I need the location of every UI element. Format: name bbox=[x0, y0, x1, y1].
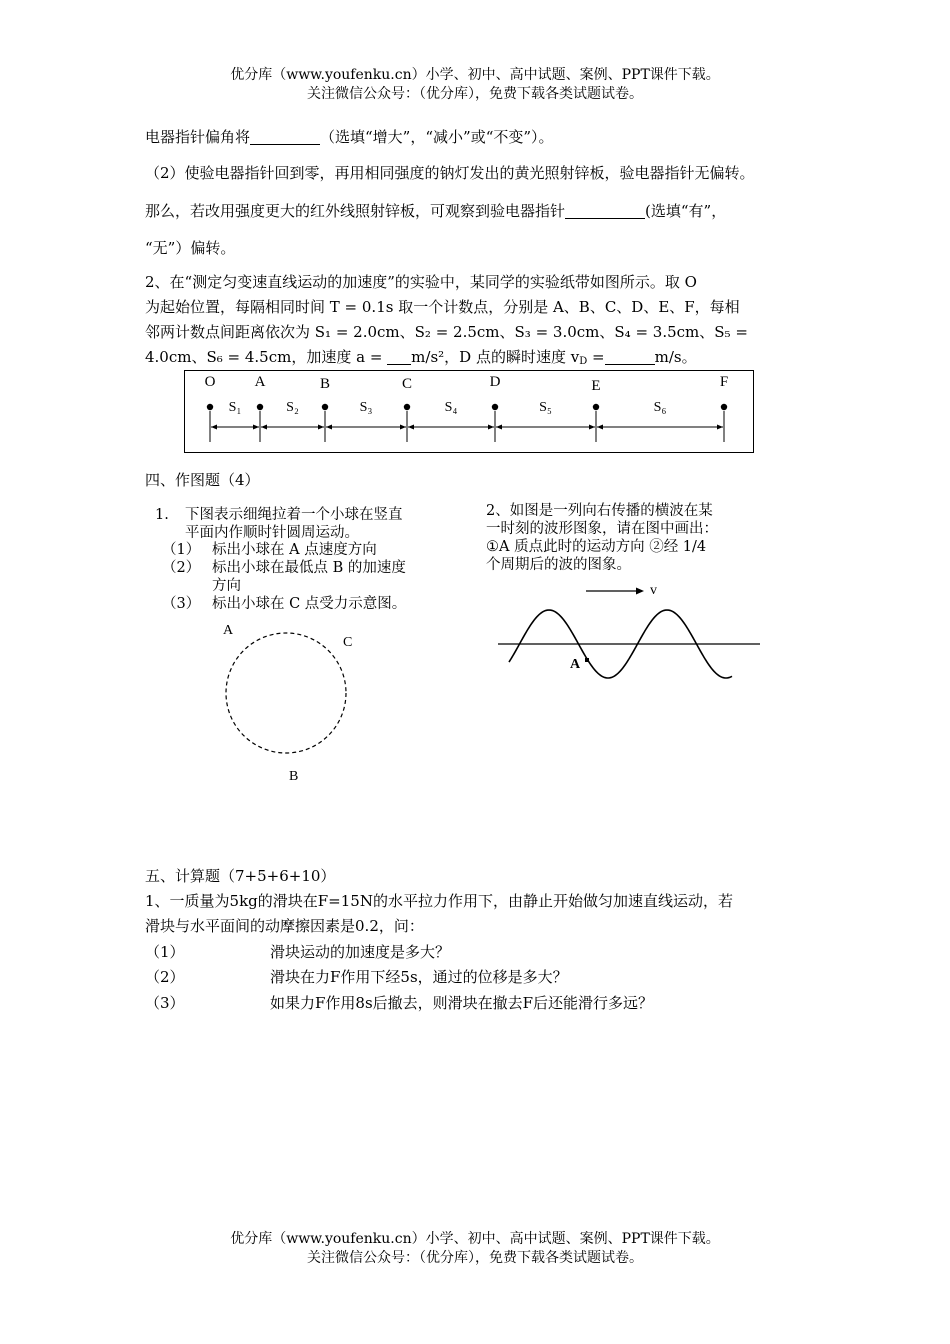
s4-q1-item-3 bbox=[162, 595, 406, 613]
tape-segment-label-2: S₂ bbox=[286, 400, 299, 415]
s5-item-1 bbox=[145, 942, 450, 962]
tape-dot-f bbox=[721, 404, 727, 410]
tape-arrow-right-4 bbox=[488, 425, 494, 430]
q2-accel-unit: m/s² bbox=[411, 348, 445, 366]
circle-label-a: A bbox=[223, 623, 234, 638]
tape-segment-label-5: S₅ bbox=[539, 400, 552, 415]
s4-q1-item-1 bbox=[162, 541, 406, 559]
q1-line-1 bbox=[145, 127, 554, 147]
s5-item-2-num: （2） bbox=[145, 968, 185, 986]
tape-arrow-left-2 bbox=[261, 425, 267, 430]
q2-line-1: 2、在“测定匀变速直线运动的加速度”的实验中，某同学的实验纸带如图所示。取 O bbox=[145, 273, 697, 291]
s4-q1-item-3-text: 标出小球在 C 点受力示意图。 bbox=[212, 596, 407, 612]
s4-q1-item-1-text: 标出小球在 A 点速度方向 bbox=[212, 542, 377, 558]
tape-arrow-left-6 bbox=[597, 425, 603, 430]
s4-q1-item-2-num: （2） bbox=[162, 560, 201, 576]
tape-segment-label-4: S₄ bbox=[444, 400, 458, 415]
s5-q1-line-2: 滑块与水平面间的动摩擦因素是0.2，问： bbox=[145, 917, 424, 935]
s4-q2-line-4: 个周期后的波的图象。 bbox=[486, 557, 631, 573]
tape-point-label-d: D bbox=[489, 374, 501, 390]
wave-point-label: A bbox=[570, 657, 581, 672]
tape-dot-a bbox=[257, 404, 263, 410]
s4-q1-items bbox=[162, 541, 406, 613]
q2-accel-text: 4.0cm、S₆ = 4.5cm，加速度 a = bbox=[145, 348, 388, 366]
circle-label-c: C bbox=[343, 635, 353, 650]
q2-line-4 bbox=[145, 347, 697, 372]
s5-item-2-text: 滑块在力F作用下经5s，通过的位移是多大？ bbox=[270, 968, 568, 986]
tape-segment-label-6: S₆ bbox=[653, 400, 667, 415]
tape-arrow-right-6 bbox=[717, 425, 723, 430]
q2-line-3: 邻两计数点间距离依次为 S₁ = 2.0cm、S₂ = 2.5cm、S₃ = 3.0cm、S₄ = 3.5cm、S₅ = bbox=[145, 323, 748, 341]
q1-line-1-text: 电器指针偏角将 bbox=[145, 128, 251, 146]
tape-dot-c bbox=[404, 404, 410, 410]
tape-diagram bbox=[184, 370, 755, 454]
header-line-1: 优分库（www.youfenku.cn）小学、初中、高中试题、案例、PPT课件下载。 bbox=[230, 67, 720, 83]
answer-blank-1[interactable] bbox=[250, 128, 320, 145]
s4-q1-block bbox=[155, 506, 403, 542]
answer-blank-velocity[interactable] bbox=[605, 348, 655, 365]
tape-point-label-b: B bbox=[319, 376, 331, 392]
q1-line-3 bbox=[145, 201, 726, 221]
circular-path bbox=[226, 633, 346, 753]
q1-line-4: “无”）偏转。 bbox=[145, 239, 236, 257]
tape-segment-label-3: S₃ bbox=[359, 400, 373, 415]
tape-arrow-right-5 bbox=[589, 425, 595, 430]
tape-dot-b bbox=[322, 404, 328, 410]
q2-line-2: 为起始位置，每隔相同时间 T = 0.1s 取一个计数点，分别是 A、B、C、D、E、F，每相 bbox=[145, 298, 740, 316]
circle-diagram bbox=[210, 618, 370, 788]
tape-arrow-left-1 bbox=[211, 425, 217, 430]
tape-point-label-f: F bbox=[719, 374, 729, 390]
s4-q1-item-2-cont-text: 方向 bbox=[212, 578, 241, 594]
q1-line-1-options: （选填“增大”，“减小”或“不变”）。 bbox=[320, 128, 554, 146]
q1-line-2: （2）使验电器指针回到零，再用相同强度的钠灯发出的黄光照射锌板，验电器指针无偏转。 bbox=[145, 164, 755, 182]
q2-velocity-text: ，D 点的瞬时速度 v bbox=[444, 348, 580, 366]
s4-q1-item-2-cont bbox=[162, 577, 406, 595]
tape-dot-e bbox=[593, 404, 599, 410]
s4-q1-number: 1. bbox=[155, 507, 169, 523]
q2-velocity-equals: = bbox=[587, 348, 605, 366]
section4-title: 四、作图题（4） bbox=[145, 471, 260, 489]
answer-blank-accel[interactable] bbox=[387, 348, 411, 365]
s4-q1-item-1-num: （1） bbox=[162, 542, 201, 558]
tape-point-label-o: O bbox=[204, 374, 216, 390]
s4-q1-line-2: 平面内作顺时针圆周运动。 bbox=[185, 525, 359, 541]
s4-q1-item-3-num: （3） bbox=[162, 596, 201, 612]
velocity-label: v bbox=[650, 583, 657, 598]
q2-velocity-subscript: D bbox=[579, 356, 588, 367]
q1-line-3-options: (选填“有”， bbox=[645, 202, 727, 220]
q1-line-3-text: 那么，若改用强度更大的红外线照射锌板，可观察到验电器指针 bbox=[145, 202, 566, 220]
q2-velocity-unit: m/s。 bbox=[654, 348, 697, 366]
s4-q2-block bbox=[486, 502, 718, 574]
s5-item-1-num: （1） bbox=[145, 943, 185, 961]
tape-dot-d bbox=[492, 404, 498, 410]
tape-arrow-right-1 bbox=[253, 425, 259, 430]
s5-item-3-num: （3） bbox=[145, 994, 185, 1012]
velocity-arrow-head bbox=[636, 588, 644, 595]
tape-arrow-left-5 bbox=[496, 425, 502, 430]
tape-point-label-c: C bbox=[401, 376, 413, 392]
circle-label-b: B bbox=[289, 769, 299, 784]
s5-q1-line-1: 1、一质量为5kg的滑块在F=15N的水平拉力作用下，由静止开始做匀加速直线运动，若 bbox=[145, 892, 733, 910]
s4-q1-line-1: 下图表示细绳拉着一个小球在竖直 bbox=[185, 507, 403, 523]
section5-title: 五、计算题（7+5+6+10） bbox=[145, 867, 336, 885]
wave-diagram bbox=[494, 575, 764, 685]
s4-q1-item-2 bbox=[162, 559, 406, 577]
s4-q1-item-2-text: 标出小球在最低点 B 的加速度 bbox=[212, 560, 406, 576]
header-line-2: 关注微信公众号：（优分库），免费下载各类试题试卷。 bbox=[307, 86, 643, 102]
s4-q2-line-2: 一时刻的波形图象，请在图中画出： bbox=[486, 521, 718, 537]
s5-item-3 bbox=[145, 993, 653, 1013]
tape-arrow-left-3 bbox=[326, 425, 332, 430]
tape-arrow-right-3 bbox=[400, 425, 406, 430]
s4-q2-line-3: ①A 质点此时的运动方向 ②经 1/4 bbox=[486, 539, 707, 555]
s5-item-3-text: 如果力F作用8s后撤去，则滑块在撤去F后还能滑行多远？ bbox=[270, 994, 654, 1012]
tape-dot-o bbox=[207, 404, 213, 410]
tape-segment-label-1: S₁ bbox=[228, 400, 242, 415]
tape-arrow-left-4 bbox=[408, 425, 414, 430]
tape-point-label-e: E bbox=[591, 378, 601, 394]
s4-q2-line-1: 2、如图是一列向右传播的横波在某 bbox=[486, 503, 713, 519]
footer-line-2: 关注微信公众号：（优分库），免费下载各类试题试卷。 bbox=[307, 1250, 643, 1266]
s5-item-2 bbox=[145, 967, 568, 987]
wave-point-a-marker bbox=[585, 658, 589, 662]
tape-border bbox=[185, 371, 754, 453]
tape-arrow-right-2 bbox=[318, 425, 324, 430]
s5-item-1-text: 滑块运动的加速度是多大？ bbox=[270, 943, 451, 961]
answer-blank-2[interactable] bbox=[565, 202, 645, 219]
footer-line-1: 优分库（www.youfenku.cn）小学、初中、高中试题、案例、PPT课件下载。 bbox=[230, 1231, 720, 1247]
tape-point-label-a: A bbox=[254, 374, 266, 390]
